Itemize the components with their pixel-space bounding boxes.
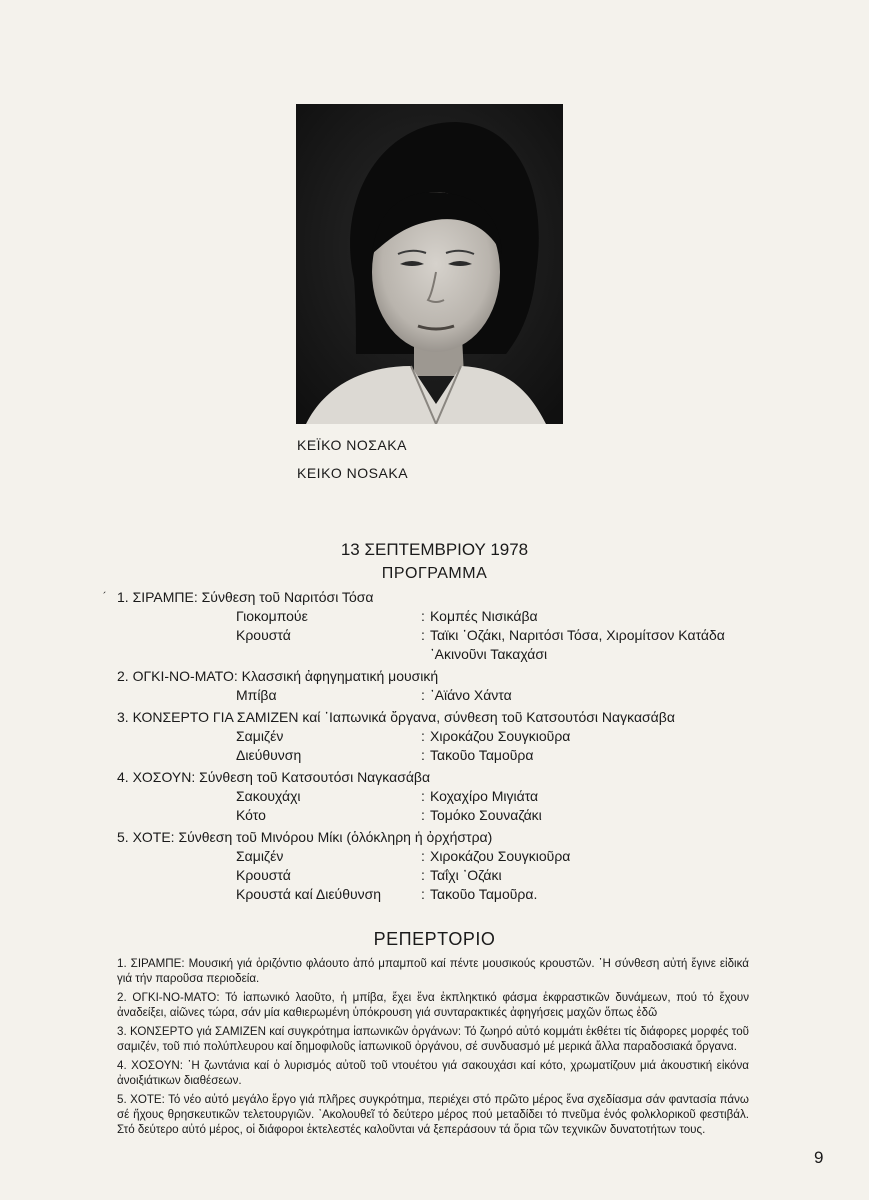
performer-name: Κοχαχίρο Μιγιάτα [430, 788, 539, 804]
performer-row [117, 626, 837, 645]
performer-role: Κρουστά καί Διεύθυνση [236, 886, 382, 902]
caption-latin: KEIKO NOSAKA [297, 465, 409, 481]
page-number: 9 [814, 1148, 824, 1167]
repertoire-item: 5. ΧΟΤΕ: Τό νέο αὐτό μεγάλο ἔργο γιά πλῆρες συγκρότημα, περιέχει στό πρῶτο μέρος ἕνα σχεδίασμα σάν φαντασία πάνω σέ ἤχους θρησκευτικῶν τελετουργιῶν. ᾽Ακολουθεῖ τό δεύτερο μέρος πού μεταδίδει τό πνεῦμα ἑνός φολκλορικοῦ φεστιβάλ. Στό δεύτερο αὐτό μέρος, οἱ διάφοροι ἐκτελεστές καλοῦνται νά ξεπεράσουν τά ὅρια τῶν τεχνικῶν δυνατοτήτων τους. [117, 1093, 749, 1136]
performer-row [117, 607, 837, 626]
colon-separator: : [421, 608, 425, 624]
program-item [117, 828, 837, 904]
performer-row [117, 787, 837, 806]
performer-name: ᾽Αϊάνο Χάντα [430, 687, 512, 703]
performer-name: Χιροκάζου Σουγκιοῦρα [430, 728, 571, 744]
colon-separator: : [421, 728, 425, 744]
program-item-heading: 3. ΚΟΝΣΕΡΤΟ ΓΙΑ ΣΑΜΙΖΕΝ καί ᾽Ιαπωνικά ὄργανα, σύνθεση τοῦ Κατσουτόσι Ναγκασάβα [117, 709, 675, 725]
performer-role: Διεύθυνση [236, 747, 302, 763]
performer-role: Κρουστά [236, 627, 291, 643]
performer-row [117, 847, 837, 866]
performer-row [117, 746, 837, 765]
performer-role: Γιοκομπούε [236, 608, 308, 624]
repertoire-item: 1. ΣΙΡΑΜΠΕ: Μουσική γιά ὁριζόντιο φλάουτο ἀπό μπαμποῦ καί πέντε μουσικούς κρουστῶν. ῾Η σύνθεση αὐτή ἔγινε εἰδικά γιά τήν παροῦσα περιοδεία. [117, 957, 749, 985]
colon-separator: : [421, 886, 425, 902]
performer-name: Κομπές Νισικάβα [430, 608, 538, 624]
performer-name: Τακοῦο Ταμοῦρα. [430, 886, 538, 902]
performer-row [117, 645, 837, 664]
program-item [117, 588, 837, 664]
performer-role: Σακουχάχι [236, 788, 301, 804]
colon-separator: : [421, 627, 425, 643]
performer-name: Τομόκο Σουναζάκι [430, 807, 542, 823]
performer-name: Χιροκάζου Σουγκιοῦρα [430, 848, 571, 864]
program-item [117, 708, 837, 765]
performer-row [117, 806, 837, 825]
performer-role: Κότο [236, 807, 266, 823]
repertoire-title: ΡΕΠΕΡΤΟΡΙΟ [373, 929, 496, 949]
repertoire-item: 3. ΚΟΝΣΕΡΤΟ γιά ΣΑΜΙΖΕΝ καί συγκρότημα ἰαπωνικῶν ὀργάνων: Τό ζωηρό αὐτό κομμάτι ἐκθέτει τίς διάφορες μορφές τοῦ σαμιζέν, τοῦ πιό πολύπλευρου καί δημοφιλοῦς ἰαπωνικοῦ ὀργάνου, σέ συνδυασμό μέ μερικά ἄλλα παραδοσιακά ὄργανα. [117, 1025, 749, 1053]
concert-date: 13 ΣΕΠΤΕΜΒΡΙΟΥ 1978 [340, 540, 529, 559]
program-item-heading: 5. ΧΟΤΕ: Σύνθεση τοῦ Μινόρου Μίκι (ὁλόκληρη ἡ ὀρχήστρα) [117, 829, 493, 845]
performer-name: ᾽Ακινοῦνι Τακαχάσι [430, 646, 548, 662]
performer-name: Τακοῦο Ταμοῦρα [430, 747, 534, 763]
colon-separator: : [421, 788, 425, 804]
repertoire-item: 4. ΧΟΣΟΥΝ: ῾Η ζωντάνια καί ὁ λυρισμός αὐτοῦ τοῦ ντουέτου γιά σακουχάσι καί κότο, χρωματίζουν μιά ἀκουστική εἰκόνα ἀνοιξιάτικων διαθέσεων. [117, 1059, 749, 1087]
program-item [117, 667, 837, 705]
colon-separator: : [421, 867, 425, 883]
program-item-heading: 4. ΧΟΣΟΥΝ: Σύνθεση τοῦ Κατσουτόσι Ναγκασάβα [117, 769, 431, 785]
performer-role: Μπίβα [236, 687, 277, 703]
colon-separator: : [421, 747, 425, 763]
repertoire-item: 2. ΟΓΚΙ-ΝΟ-ΜΑΤΟ: Τό ἰαπωνικό λαοῦτο, ἡ μπίβα, ἔχει ἕνα ἐκπληκτικό φάσμα ἐκφραστικῶν δυνάμεων, πού τό ἔχουν ἀναδείξει, αἰῶνες τώρα, σάν μία καθιερωμένη ὑπόκρουση γιά συνταρακτικές ἀφηγήσεις μαχῶν ὅπως ἐδῶ [117, 991, 749, 1019]
caption-greek: ΚΕΪΚΟ ΝΟΣΑΚΑ [297, 437, 407, 453]
repertoire-list [117, 956, 749, 1141]
portrait-photo [296, 104, 563, 424]
program-item-heading: 2. ΟΓΚΙ-ΝΟ-ΜΑΤΟ: Κλασσική ἀφηγηματική μουσική [117, 668, 439, 684]
program-title: ΠΡΟΓΡΑΜΜΑ [381, 565, 488, 582]
performer-row [117, 727, 837, 746]
colon-separator: : [421, 687, 425, 703]
performer-row [117, 885, 837, 904]
performer-name: Ταΐχι ᾽Οζάκι [430, 867, 502, 883]
performer-role: Κρουστά [236, 867, 291, 883]
colon-separator: : [421, 848, 425, 864]
program-list [117, 588, 837, 907]
colon-separator: : [421, 807, 425, 823]
program-item [117, 768, 837, 825]
performer-row [117, 686, 837, 705]
program-item-heading: 1. ΣΙΡΑΜΠΕ: Σύνθεση τοῦ Ναριτόσι Τόσα [117, 589, 374, 605]
scan-mark: ´ [103, 591, 107, 603]
performer-role: Σαμιζέν [236, 848, 284, 864]
performer-role: Σαμιζέν [236, 728, 284, 744]
performer-name: Ταϊκι ᾽Οζάκι, Ναριτόσι Τόσα, Χιρομίτσον Κατάδα [430, 627, 725, 643]
performer-row [117, 866, 837, 885]
